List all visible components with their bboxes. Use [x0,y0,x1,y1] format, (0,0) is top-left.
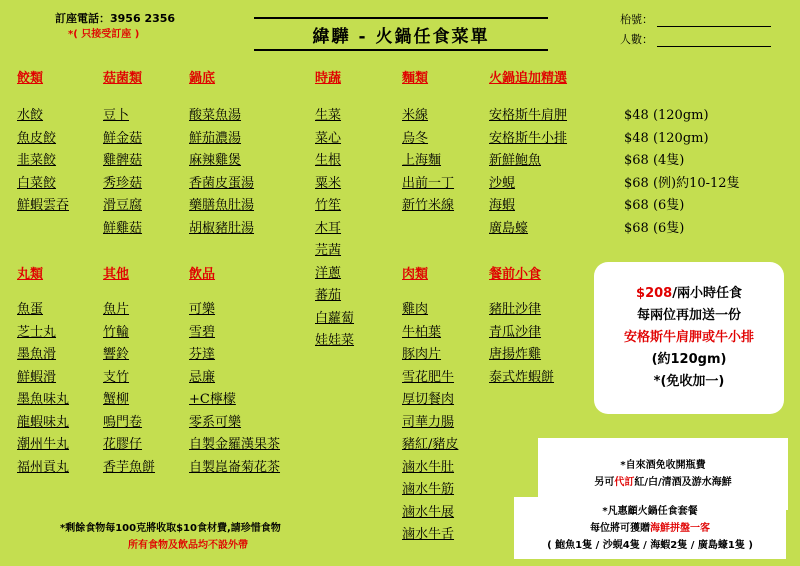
price-label: $68 (例)約10-12隻 [624,175,740,191]
section-title-drinks: 飲品 [189,267,216,282]
menu-item: 滑豆腐 [103,198,143,213]
people-count-field [620,31,771,47]
menu-item: 鮮蝦雲吞 [17,198,70,213]
list-balls [17,299,69,479]
menu-item: 烏冬 [402,130,429,146]
corkage-line-1: *自來酒免收開瓶費 [620,460,706,471]
price-label: $48 (120gm) [624,130,709,146]
menu-item: 泰式炸蝦餅 [489,369,555,385]
table-number-label: 枱號： [620,13,653,26]
menu-item: 安格斯牛小排 [489,130,568,146]
menu-item: +C檸檬 [189,392,236,407]
section-title-mushrooms: 菇菌類 [103,71,143,86]
price-label: $48 (120gm) [624,108,709,123]
platter-line-2 [590,520,710,537]
section-title-premium: 火鍋追加精選 [489,71,568,86]
menu-item: 墨魚味丸 [17,392,70,407]
menu-item: 白蘿蔔 [315,310,355,326]
people-count-line [657,36,771,47]
leftover-food-note: *剩餘食物每100克將收取$10食材費,請珍惜食物 [60,523,281,534]
menu-item: 司華力腸 [402,414,455,430]
corkage-line-2-post: 紅/白/清酒及游水海鮮 [634,477,732,488]
menu-item: 雞肉 [402,302,429,317]
menu-item: 豚肉片 [402,347,442,362]
promo-price-line [636,283,742,305]
menu-item: 藥膳魚肚湯 [189,198,255,213]
menu-item: 鮮茄濃湯 [189,130,242,146]
table-number-field [620,11,771,27]
platter-line-2-pre: 每位將可獲贈 [590,522,650,534]
menu-item: 豬紅/豬皮 [402,437,459,452]
list-vegetables [315,105,354,353]
menu-item: 菜心 [315,130,342,146]
list-premium-prices [624,105,740,240]
menu-item: 粟米 [315,175,342,191]
promo-line-4: (約120gm) [651,352,727,367]
menu-item: 鳴門卷 [103,414,143,430]
menu-item: 芝士丸 [17,324,57,340]
menu-item: 牛柏葉 [402,324,442,340]
menu-item: 香菌皮蛋湯 [189,175,255,191]
no-takeaway-note: 所有食物及飲品均不設外帶 [128,540,248,551]
menu-item: 麻辣雞煲 [189,153,242,168]
price-label: $68 (4隻) [624,153,685,168]
menu-item: 滷水牛展 [402,504,455,520]
list-mushrooms [103,105,142,240]
promo-box [594,262,784,414]
menu-item: 上海麵 [402,153,442,168]
section-title-soup-base: 鍋底 [189,71,216,86]
list-drinks [189,299,280,479]
seafood-platter-box [514,497,786,559]
section-title-noodles: 麵類 [402,71,429,86]
menu-item: 唐揚炸雞 [489,347,542,362]
menu-item: 生根 [315,153,342,168]
menu-item: 滷水牛肚 [402,459,455,475]
menu-item: 零系可樂 [189,414,242,430]
list-premium [489,105,567,240]
menu-item: 滷水牛舌 [402,527,455,542]
menu-item: 竹輪 [103,324,130,340]
menu-item: 廣島蠔 [489,220,529,236]
section-title-appetizers: 餐前小食 [489,267,542,282]
promo-price-text: /兩小時任食 [672,286,742,301]
menu-item: 響鈴 [103,347,130,362]
menu-item: 新竹米線 [402,198,455,213]
menu-item: 福州貢丸 [17,459,70,475]
menu-item: 潮州牛丸 [17,437,70,452]
menu-item: 米線 [402,108,429,123]
menu-item: 滷水牛筋 [402,482,455,497]
menu-item: 支竹 [103,369,130,385]
list-meat [402,299,458,547]
menu-item: 洋蔥 [315,265,342,281]
list-appetizers [489,299,554,389]
corkage-line-2-highlight: 代訂 [614,477,635,488]
menu-item: 忌廉 [189,369,216,385]
menu-item: 蟹柳 [103,392,130,407]
menu-item: 鮮雞菇 [103,220,143,236]
booking-note: *( 只接受訂座 ) [68,29,140,40]
menu-item: 龍蝦味丸 [17,414,70,430]
menu-title: 緯驊 - 火鍋任食菜單 [254,17,548,51]
promo-price: $208 [636,286,673,301]
menu-item: 雪碧 [189,324,216,340]
menu-item: 可樂 [189,302,216,317]
menu-item: 芬達 [189,347,216,362]
promo-line-5: *(免收加一) [653,374,725,389]
menu-item: 胡椒豬肚湯 [189,220,255,236]
people-count-label: 人數： [620,33,653,46]
list-others [103,299,155,479]
section-title-balls: 丸類 [17,267,44,282]
menu-item: 出前一丁 [402,175,455,191]
price-label: $68 (6隻) [624,220,685,236]
menu-item: 蕃茄 [315,288,342,303]
menu-item: 自製金羅漢果茶 [189,437,281,452]
menu-item: 豬肚沙律 [489,302,542,317]
menu-item: 厚切餐肉 [402,392,455,407]
menu-item: 魚片 [103,302,130,317]
menu-item: 沙蜆 [489,175,516,191]
promo-line-2: 每兩位再加送一份 [636,308,741,323]
menu-item: 竹笙 [315,198,342,213]
menu-item: 新鮮鮑魚 [489,153,542,168]
menu-item: 酸菜魚湯 [189,108,242,123]
section-title-others: 其他 [103,267,130,282]
list-noodles [402,105,454,218]
menu-item: 白菜餃 [17,175,57,191]
menu-item: 水餃 [17,108,44,123]
menu-item: 魚皮餃 [17,130,57,146]
promo-line-3: 安格斯牛肩胛或牛小排 [623,330,754,345]
menu-item: 韭菜餃 [17,153,57,168]
corkage-line-2 [594,474,731,491]
section-title-meat: 肉類 [402,267,429,282]
menu-item: 鮮金菇 [103,130,143,146]
menu-item: 雞髀菇 [103,153,143,168]
menu-item: 鮮蝦滑 [17,369,57,385]
phone-number: 訂座電話：3956 2356 [55,12,176,25]
menu-item: 雪花肥牛 [402,369,455,385]
menu-item: 芫茜 [315,243,342,258]
platter-line-3: ( 鮑魚1隻 / 沙蜆4隻 / 海蝦2隻 / 廣島蠔1隻 ) [547,539,753,551]
table-number-line [657,16,771,27]
corkage-line-2-pre: 另可 [594,477,615,488]
price-label: $68 (6隻) [624,198,685,213]
platter-line-1: *凡惠顧火鍋任食套餐 [602,505,698,517]
menu-item: 木耳 [315,220,342,236]
menu-item: 秀珍菇 [103,175,143,191]
menu-item: 生菜 [315,108,342,123]
menu-item: 安格斯牛肩胛 [489,108,568,123]
list-soup-base [189,105,254,240]
list-dumplings [17,105,69,218]
menu-item: 香芋魚餅 [103,459,156,475]
platter-line-2-highlight: 海鮮拼盤一客 [650,522,710,534]
menu-item: 魚蛋 [17,302,44,317]
menu-item: 自製崑崙菊花茶 [189,459,281,475]
menu-item: 花膠仔 [103,437,143,452]
menu-item: 豆卜 [103,108,130,123]
menu-item: 娃娃菜 [315,333,355,348]
section-title-dumplings: 餃類 [17,71,44,86]
section-title-vegetables: 時蔬 [315,71,342,86]
menu-item: 青瓜沙律 [489,324,542,340]
menu-item: 海蝦 [489,198,516,213]
menu-item: 墨魚滑 [17,347,57,362]
